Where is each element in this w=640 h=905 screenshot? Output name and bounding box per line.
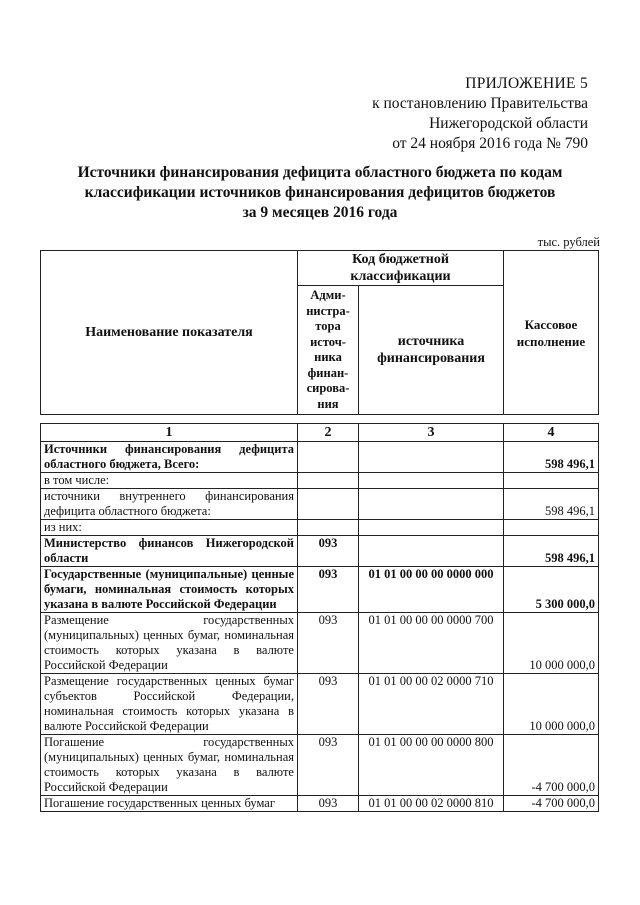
column-number: 4 [504,424,599,442]
table-row [41,674,599,735]
data-table [40,423,599,812]
header-admin: Адми-нистра-тора источ-ника финан-сирова-ния [298,286,359,415]
table-row [41,442,599,473]
row-admin-code [298,489,359,520]
table-row [41,489,599,520]
title-line-2: классификации источников финансирования дефицитов бюджетов [84,184,556,201]
row-name: в том числе: [41,473,298,489]
row-name: источники внутреннего финансирования дефицита областного бюджета: [41,489,298,520]
row-name: Источники финансирования дефицита областного бюджета, Всего: [41,442,298,473]
row-source-code: 01 01 00 00 00 0000 700 [359,613,504,674]
data-table-body [41,424,599,812]
title-line-1: Источники финансирования дефицита областного бюджета по кодам [77,164,563,181]
row-name: из них: [41,520,298,536]
table-row [41,796,599,812]
column-number-row [41,424,599,442]
row-admin-code [298,442,359,473]
appendix-resolution: к постановлению Правительства [372,95,588,112]
header-source: источника финансирования [359,286,504,415]
appendix-date: от 24 ноября 2016 года № 790 [392,135,588,152]
row-name: Размещение государственных ценных бумаг субъектов Российской Федерации, номинальная стоимость которых указана в валюте Российской Федерации [41,674,298,735]
column-number: 2 [298,424,359,442]
table-row [41,613,599,674]
row-source-code [359,520,504,536]
row-source-code [359,473,504,489]
title-line-3: за 9 месяцев 2016 года [242,204,398,221]
document-title [40,163,600,223]
table-row [41,567,599,613]
row-name: Министерство финансов Нижегородской области [41,536,298,567]
table-row [41,520,599,536]
row-amount [504,520,599,536]
row-amount: -4 700 000,0 [504,735,599,796]
row-admin-code: 093 [298,536,359,567]
row-admin-code [298,473,359,489]
row-amount: 10 000 000,0 [504,674,599,735]
table-header [40,250,599,415]
unit-label: тыс. рублей [537,235,600,249]
row-source-code [359,536,504,567]
header-cash: Кассовое исполнение [504,251,599,415]
table-row [41,735,599,796]
table-row [41,536,599,567]
row-amount: 598 496,1 [504,536,599,567]
row-amount: -4 700 000,0 [504,796,599,812]
column-number: 3 [359,424,504,442]
row-name: Размещение государственных (муниципальных) ценных бумаг, номинальная стоимость которых указана в валюте Российской Федерации [41,613,298,674]
row-admin-code: 093 [298,735,359,796]
row-amount: 5 300 000,0 [504,567,599,613]
row-source-code [359,489,504,520]
header-code-group: Код бюджетной классификации [298,251,504,286]
row-amount: 598 496,1 [504,442,599,473]
row-name: Погашение государственных (муниципальных) ценных бумаг, номинальная стоимость которых указана в валюте Российской Федерации [41,735,298,796]
appendix-title: ПРИЛОЖЕНИЕ 5 [465,75,588,92]
row-admin-code: 093 [298,674,359,735]
appendix-region: Нижегородской области [429,115,588,132]
header-name: Наименование показателя [41,251,298,415]
row-amount: 10 000 000,0 [504,613,599,674]
row-name: Государственные (муниципальные) ценные бумаги, номинальная стоимость которых указана в валюте Российской Федерации [41,567,298,613]
row-admin-code: 093 [298,613,359,674]
row-admin-code: 093 [298,567,359,613]
row-amount: 598 496,1 [504,489,599,520]
table-row [41,473,599,489]
row-name: Погашение государственных ценных бумаг [41,796,298,812]
row-source-code: 01 01 00 00 02 0000 810 [359,796,504,812]
column-number: 1 [41,424,298,442]
row-source-code: 01 01 00 00 00 0000 800 [359,735,504,796]
row-source-code: 01 01 00 00 02 0000 710 [359,674,504,735]
row-admin-code [298,520,359,536]
row-source-code [359,442,504,473]
row-admin-code: 093 [298,796,359,812]
row-amount [504,473,599,489]
row-source-code: 01 01 00 00 00 0000 000 [359,567,504,613]
appendix-block [372,74,588,154]
